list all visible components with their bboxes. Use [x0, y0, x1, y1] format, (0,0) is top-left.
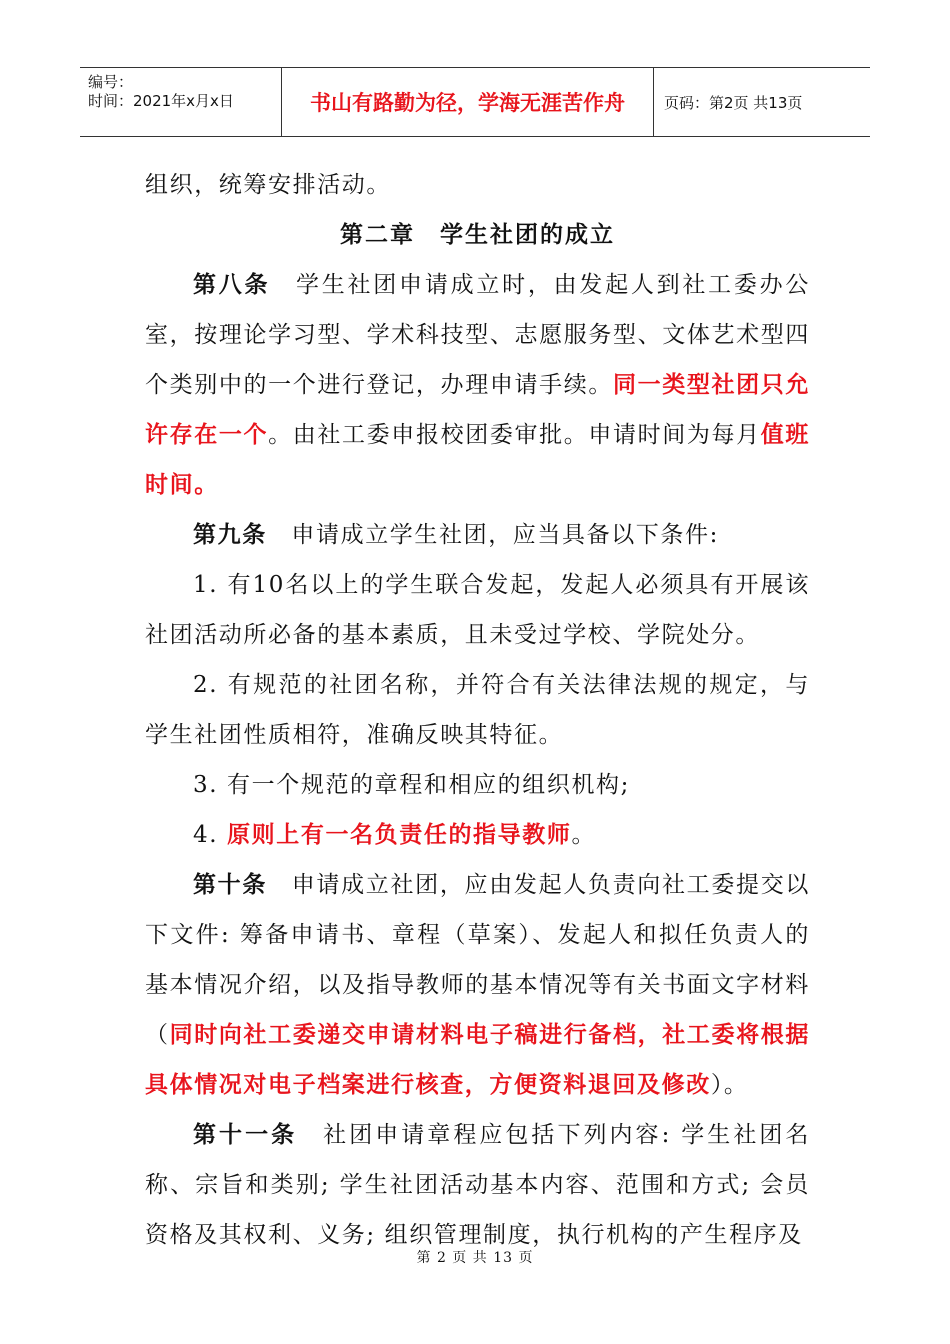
header-motto: 书山有路勤为径，学海无涯苦作舟 [282, 68, 654, 136]
header-meta [80, 68, 282, 136]
article-10-label: 第十条 [193, 871, 268, 898]
article-8 [145, 260, 810, 510]
article-11-text: 社团申请章程应包括下列内容: 学生社团名称、宗旨和类别; 学生社团活动基本内容、范围和方式; 会员资格及其权利、义务; 组织管理制度，执行机构的产生程序及 [145, 1122, 810, 1248]
article-8-highlight-2: 值班时间。 [145, 421, 811, 498]
article-8-text-1: 学生社团申请成立时，由发起人到社工委办公室，按理论学习型、学术科技型、志愿服务型、文体艺术型四个类别中的一个进行登记，办理申请手续。 [145, 272, 810, 398]
article-9 [145, 510, 810, 560]
document-body [145, 160, 810, 1260]
header-page-info: 页码：第2页 共13页 [664, 93, 803, 112]
document-time-label: 时间：2021年x月x日 [88, 92, 234, 110]
condition-item-4-end: 。 [571, 822, 597, 848]
condition-item-2: 2. 有规范的社团名称，并符合有关法律法规的规定，与学生社团性质相符，准确反映其特征。 [145, 672, 810, 748]
article-8-highlight-1: 同一类型社团只允许存在一个 [145, 371, 810, 448]
article-11 [145, 1110, 810, 1260]
condition-item-4-highlight: 原则上有一名负责任的指导教师 [227, 821, 572, 848]
document-number-label: 编号： [88, 73, 134, 91]
condition-item-3: 3. 有一个规范的章程和相应的组织机构; [193, 772, 631, 798]
page-header [80, 67, 870, 137]
article-8-label: 第八条 [193, 271, 271, 298]
condition-item-1: 1. 有10名以上的学生联合发起，发起人必须具有开展该社团活动所必备的基本素质，且未受过学校、学院处分。 [145, 572, 810, 648]
page-footer: 第 2 页 共 13 页 [416, 1250, 534, 1266]
article-8-text-2: 。由社工委申报校团委审批。申请时间为每月 [268, 422, 761, 448]
article-9-label: 第九条 [193, 521, 267, 548]
carry-over-line: 组织，统筹安排活动。 [145, 172, 391, 198]
article-10 [145, 860, 810, 1110]
article-10-highlight: 同时向社工委递交申请材料电子稿进行备档，社工委将根据具体情况对电子档案进行核查，方便资料退回及修改 [145, 1021, 810, 1098]
article-10-text-2: ）。 [710, 1072, 749, 1098]
article-9-text: 申请成立学生社团，应当具备以下条件: [266, 522, 719, 548]
chapter-title: 第二章 学生社团的成立 [340, 221, 615, 248]
condition-item-4-number: 4. [193, 822, 228, 848]
article-11-label: 第十一条 [193, 1121, 298, 1148]
article-10-text-1: 申请成立社团，应由发起人负责向社工委提交以下文件: 筹备申请书、章程（草案）、发起人和拟任负责人的基本情况介绍，以及指导教师的基本情况等有关书面文字材料（ [145, 872, 810, 1048]
condition-item-4 [145, 810, 810, 860]
